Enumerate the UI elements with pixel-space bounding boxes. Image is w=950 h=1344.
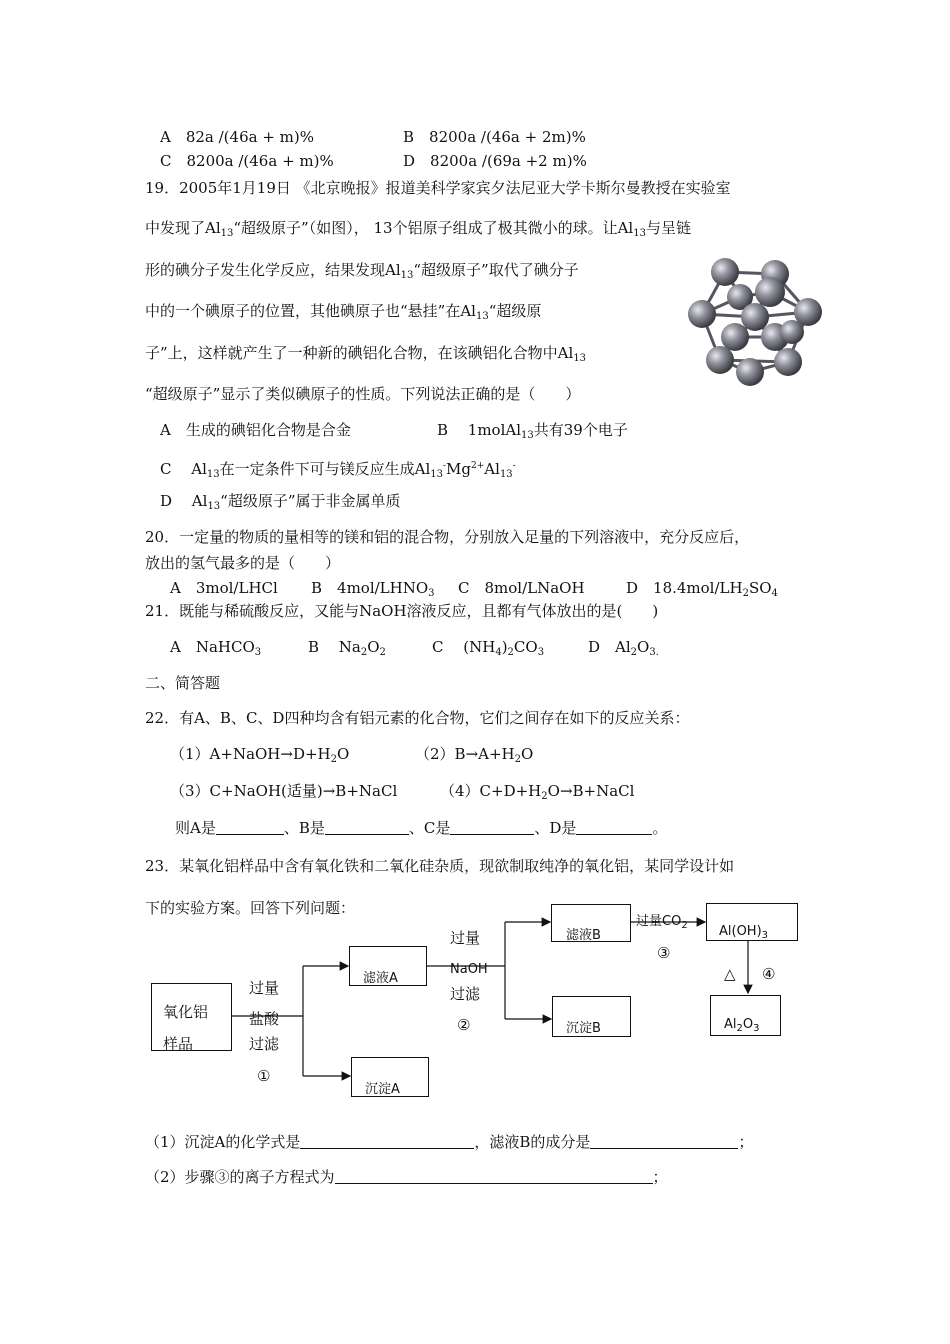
q19-option-c: C $Al_{13}$在一定条件下可与镁反应生成$Al_{13}^-Mg^{2+}Al_{13}^-$ — [160, 460, 516, 480]
step1-excess-label: 过量 — [249, 979, 280, 997]
filtrate-b-label: 滤液B — [566, 928, 601, 943]
q23-subquestion-2: （2）步骤③的离子方程式为 ； — [145, 1168, 668, 1186]
q19-line-3: 形的碘分子发生化学反应，结果发现$Al_{13}“$超级原子”取代了碘分子 — [145, 261, 579, 281]
q20-option-c: C 8mol/LNaOH — [458, 579, 585, 597]
step2-number: ② — [457, 1016, 471, 1034]
q22-reaction-4: $(4)C+D+H_2O\to B+NaCl$ — [440, 782, 635, 802]
q21-option-b: B $Na_2O_2$ — [308, 638, 386, 658]
q19-option-a: A 生成的碘铝化合物是合金 — [160, 421, 351, 439]
q22-line-1: 22．有A、B、C、D四种均含有铝元素的化合物，它们之间存在如下的反应关系： — [145, 709, 690, 727]
step4-number: ④ — [762, 965, 776, 983]
step2-excess-label: 过量 — [450, 929, 481, 947]
step1-number: ① — [257, 1067, 271, 1085]
q20-option-d: D $18.4mol/LH_2SO_4$ — [626, 579, 778, 599]
answer-blank-ionic-equation[interactable] — [335, 1169, 653, 1184]
q21-option-c: C $(NH_4)_2CO_3$ — [432, 638, 545, 658]
q19-line-2: 中发现了$Al_{13}“$超级原子”（如图）， 13个铝原子组成了极其微小的球。让$Al_{13}$与呈链 — [145, 219, 691, 239]
q23-line-1: 23．某氧化铝样品中含有氧化铁和二氧化硅杂质，现欲制取纯净的氧化铝，某同学设计如 — [145, 857, 735, 875]
step3-number: ③ — [657, 944, 671, 962]
q20-line-1: 20．一定量的物质的量相等的镁和铝的混合物，分别放入足量的下列溶液中，充分反应后， — [145, 528, 750, 546]
q19-line-5: 子”上，这样就产生了一种新的碘铝化合物，在该碘铝化合物中$Al_{13}$ — [145, 344, 587, 364]
q23-line-2: 下的实验方案。回答下列问题： — [145, 899, 356, 917]
q22-reaction-1: $(1)A+NaOH\to D+H_2O$ — [170, 745, 350, 765]
q18-option-c: C 8200a /(46a + m)% — [160, 152, 334, 170]
q21-option-d: D $Al_2O_{3.}$ — [588, 638, 659, 658]
filtrate-a-label: 滤液A — [363, 971, 398, 986]
q22-reaction-3: （3）C+NaOH(适量)→B+NaCl — [170, 782, 398, 800]
step3-co2-label: 过量$CO_2$ — [636, 914, 688, 931]
heat-symbol: △ — [724, 965, 736, 983]
precip-b-label: 沉淀B — [566, 1021, 601, 1036]
answer-blank-filtrate-b[interactable] — [590, 1134, 738, 1149]
sample-label-1: 氧化铝 — [163, 1003, 209, 1021]
q22-answer-line: 则A是 、B是 、C是 、D是 。 — [175, 819, 668, 837]
q20-option-a: A 3mol/LHCl — [170, 579, 278, 597]
section-heading: 二、简答题 — [145, 674, 221, 692]
q20-option-b: B $4mol/LHNO_3$ — [311, 579, 435, 599]
q22-reaction-2: $(2)B\to A+H_2O$ — [415, 745, 534, 765]
step2-naoh-label: NaOH — [450, 962, 488, 977]
aluminum-hydroxide-label: $Al(OH)_3$ — [719, 924, 769, 941]
step1-acid-label: 盐酸 — [249, 1010, 280, 1028]
q18-option-a: A 82a /(46a + m)% — [160, 128, 314, 146]
q19-line-1: 19．2005年1月19日 《北京晚报》报道美科学家宾夕法尼亚大学卡斯尔曼教授在实验室 — [145, 179, 731, 197]
alumina-label: $Al_2O_3$ — [724, 1017, 760, 1034]
q21-option-a: A NaHCO$_3$ — [170, 638, 262, 658]
q21-line-1: 21．既能与稀硫酸反应，又能与NaOH溶液反应，且都有气体放出的是( ) — [145, 602, 659, 620]
precip-a-label: 沉淀A — [365, 1082, 400, 1097]
sample-label-2: 样品 — [163, 1035, 194, 1053]
q19-option-d: D $Al_{13}“$超级原子”属于非金属单质 — [160, 492, 401, 512]
q18-option-d: D 8200a /(69a +2 m)% — [403, 152, 587, 170]
step1-filter-label: 过滤 — [249, 1035, 280, 1053]
q23-subquestion-1: （1）沉淀A的化学式是 ，滤液B的成分是 ； — [145, 1133, 754, 1151]
answer-blank-precip-a[interactable] — [300, 1134, 474, 1149]
q19-line-4: 中的一个碘原子的位置，其他碘原子也“悬挂”在$Al_{13}“$超级原 — [145, 302, 542, 322]
q18-option-b: B 8200a /(46a + 2m)% — [403, 128, 586, 146]
q19-line-6: “超级原子”显示了类似碘原子的性质。下列说法正确的是（ ） — [145, 385, 581, 403]
q20-line-2: 放出的氢气最多的是（ ） — [145, 554, 341, 572]
step2-filter-label: 过滤 — [450, 985, 481, 1003]
q19-option-b: B 1molAl$_{13}$共有39个电子 — [437, 421, 628, 441]
